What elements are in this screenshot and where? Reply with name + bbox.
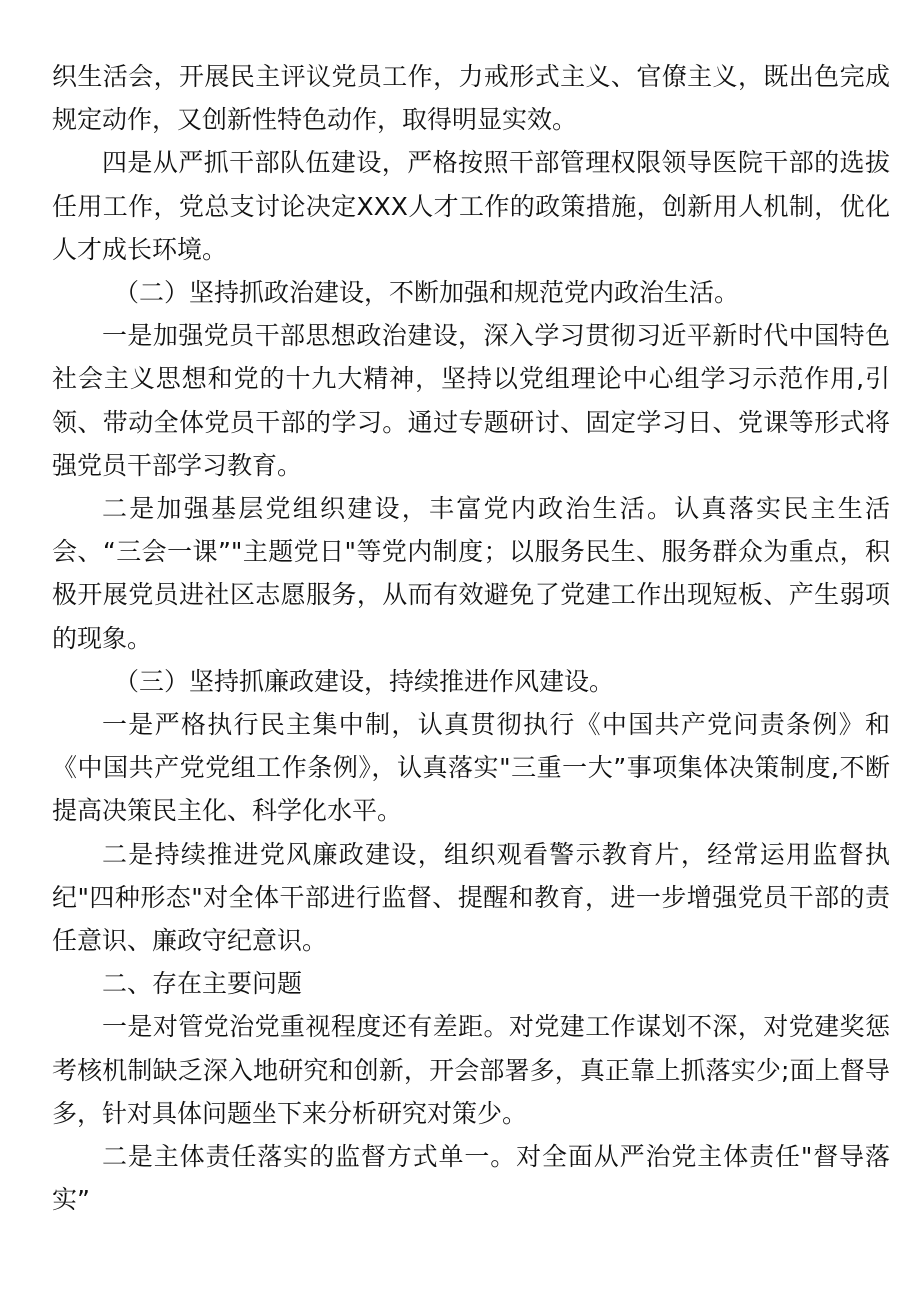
- paragraph-problem-one: 一是对管党治党重视程度还有差距。对党建工作谋划不深，对党建奖惩考核机制缺乏深入地研究和创新，开会部署多，真正靠上抓落实少;面上督导多，针对具体问题坐下来分析研究对策少。: [52, 1012, 890, 1128]
- paragraph-democratic-centralism: 一是严格执行民主集中制，认真贯彻执行《中国共产党问责条例》和《中国共产党党组工作条例》，认真落实"三重一大”事项集体决策制度,不断提高决策民主化、科学化水平。: [52, 710, 890, 826]
- document-body: [52, 55, 890, 1221]
- paragraph-party-conduct: 二是持续推进党风廉政建设，组织观看警示教育片，经常运用监督执纪"四种形态"对全体干部进行监督、提醒和教育，进一步增强党员干部的责任意识、廉政守纪意识。: [52, 839, 890, 956]
- paragraph-grassroots-organization: 二是加强基层党组织建设，丰富党内政治生活。认真落实民主生活会、“三会一课”"主题党日"等党内制度；以服务民生、服务群众为重点，积极开展党员进社区志愿服务，从而有效避免了党建工作出现短板、产生弱项的现象。: [52, 494, 890, 653]
- section-heading-main-problems: 二、存在主要问题: [102, 969, 303, 999]
- section-heading-political-building: （二）坚持抓政治建设，不断加强和规范党内政治生活。: [114, 278, 740, 308]
- paragraph-ideological-building: 一是加强党员干部思想政治建设，深入学习贯彻习近平新时代中国特色社会主义思想和党的十九大精神，坚持以党组理论中心组学习示范作用,引领、带动全体党员干部的学习。通过专题研讨、固定学习日、党课等形式将强党员干部学习教育。: [52, 321, 890, 480]
- paragraph-point-four: 四是从严抓干部队伍建设，严格按照干部管理权限领导医院干部的选拔任用工作，党总支讨论决定XXX人才工作的政策措施，创新用人机制，优化人才成长环境。: [52, 148, 890, 264]
- paragraph-continuation: 织生活会，开展民主评议党员工作，力戒形式主义、官僚主义，既出色完成规定动作，又创新性特色动作，取得明显实效。: [52, 62, 890, 135]
- section-heading-integrity-building: （三）坚持抓廉政建设，持续推进作风建设。: [114, 666, 615, 696]
- paragraph-problem-two: 二是主体责任落实的监督方式单一。对全面从严治党主体责任"督导落实”: [52, 1142, 890, 1215]
